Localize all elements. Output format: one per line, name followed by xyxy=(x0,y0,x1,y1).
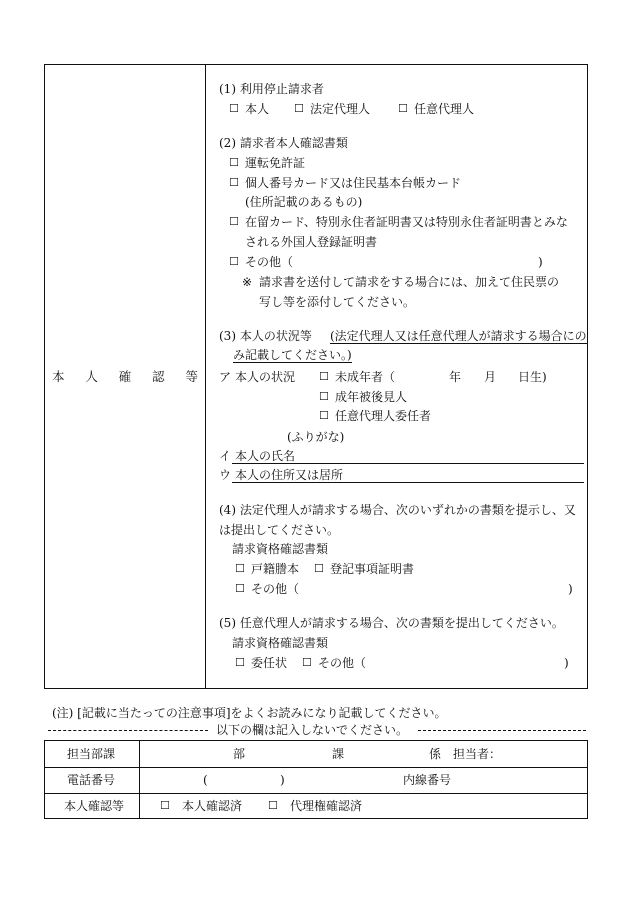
section4-sub: 請求資格確認書類 xyxy=(232,542,329,556)
checkbox-icon[interactable]: ☐ xyxy=(294,102,304,115)
dept-label: 担当部課 xyxy=(67,747,116,761)
table-top-border xyxy=(44,64,588,65)
note-line2: 写し等を添付してください。 xyxy=(259,295,416,309)
furigana-label: (ふりがな) xyxy=(287,430,345,444)
s5-other-close: ) xyxy=(564,656,569,670)
option-legal-agent: 法定代理人 xyxy=(310,102,371,116)
phone-label: 電話番号 xyxy=(67,773,116,787)
dept-bu: 部 xyxy=(233,747,246,761)
checkbox-icon[interactable]: ☐ xyxy=(319,370,329,383)
phone-paren-open: ( xyxy=(203,773,208,787)
dept-kakari: 係 xyxy=(429,747,442,761)
address-underline[interactable] xyxy=(232,482,584,483)
office-table-left xyxy=(44,740,45,819)
office-table-row2 xyxy=(44,793,588,794)
office-table-top xyxy=(44,740,588,741)
doc-mynumber-note: (住所記載のあるもの) xyxy=(245,195,363,209)
table-right-border xyxy=(587,64,588,689)
s5-other-label: その他（ xyxy=(318,656,367,670)
section5-sub: 請求資格確認書類 xyxy=(232,636,329,650)
option-voluntary-agent: 任意代理人 xyxy=(414,102,475,116)
doc-mynumber-card: 個人番号カード又は住民基本台帳カード xyxy=(245,176,462,190)
extension-label: 内線番号 xyxy=(403,773,452,787)
checkbox-icon[interactable]: ☐ xyxy=(229,156,239,169)
section4-line2: は提出してください。 xyxy=(219,523,340,537)
identity-confirmation-label: 本 人 確 認 等 xyxy=(52,369,198,384)
checkbox-icon[interactable]: ☐ xyxy=(319,390,329,403)
checkbox-icon[interactable]: ☐ xyxy=(235,582,245,595)
section4-line1: (4) 法定代理人が請求する場合、次のいずれかの書類を提示し、又 xyxy=(219,503,576,517)
item-a-text: 本人の状況 xyxy=(235,370,296,384)
address-label: 本人の住所又は居所 xyxy=(235,468,344,482)
section2-title: (2) 請求者本人確認書類 xyxy=(219,136,348,150)
checkbox-icon[interactable]: ☐ xyxy=(229,176,239,189)
year-label: 年 xyxy=(449,370,462,384)
agency-confirmed-label: 代理権確認済 xyxy=(290,799,363,813)
identity-check-label: 本人確認等 xyxy=(64,799,125,813)
delegator-label: 任意代理人委任者 xyxy=(335,409,432,423)
office-table-bottom xyxy=(44,818,588,819)
doc-other: その他（ xyxy=(245,255,294,269)
option-self: 本人 xyxy=(245,102,270,116)
name-underline[interactable] xyxy=(232,463,584,464)
notice-text: (注) [記載に当たっての注意事項]をよくお読みになり記載してください。 xyxy=(52,706,447,720)
office-table-row1 xyxy=(44,767,588,768)
table-bottom-border xyxy=(44,688,588,689)
adult-guardian-label: 成年被後見人 xyxy=(335,390,408,404)
phone-paren-close: ) xyxy=(280,773,285,787)
s4-other-label: その他（ xyxy=(251,582,300,596)
checkbox-icon[interactable]: ☐ xyxy=(268,799,278,812)
divider-dashes-right xyxy=(418,730,586,731)
office-table-divider xyxy=(139,740,140,819)
item-a-label: ア xyxy=(219,370,232,384)
note-line1: 請求書を送付して請求をする場合には、加えて住民票の xyxy=(259,275,560,289)
doc-drivers-license: 運転免許証 xyxy=(245,156,306,170)
checkbox-icon[interactable]: ☐ xyxy=(229,215,239,228)
checkbox-icon[interactable]: ☐ xyxy=(319,409,329,422)
checkbox-icon[interactable]: ☐ xyxy=(398,102,408,115)
note-mark: ※ xyxy=(242,275,253,289)
checkbox-icon[interactable]: ☐ xyxy=(229,102,239,115)
checkbox-icon[interactable]: ☐ xyxy=(229,255,239,268)
doc-residence-card: 在留カード、特別永住者証明書又は特別永住者証明書とみな xyxy=(245,215,568,229)
koseki-label: 戸籍謄本 xyxy=(251,562,300,576)
power-of-attorney-label: 委任状 xyxy=(251,656,288,670)
doc-residence-card-cont: される外国人登録証明書 xyxy=(245,235,378,249)
section5-line1: (5) 任意代理人が請求する場合、次の書類を提出してください。 xyxy=(219,616,564,630)
table-left-border xyxy=(44,64,45,689)
day-label: 日生) xyxy=(518,370,547,384)
section3-note-line1: (法定代理人又は任意代理人が請求する場合にの xyxy=(330,329,587,343)
checkbox-icon[interactable]: ☐ xyxy=(235,656,245,669)
checkbox-icon[interactable]: ☐ xyxy=(302,656,312,669)
section3-title: (3) 本人の状況等 xyxy=(219,329,312,343)
divider-text: 以下の欄は記入しないでください。 xyxy=(216,723,409,737)
checkbox-icon[interactable]: ☐ xyxy=(160,799,170,812)
name-label: 本人の氏名 xyxy=(235,449,296,463)
doc-other-close: ) xyxy=(538,255,543,269)
office-table-right xyxy=(587,740,588,819)
month-label: 月 xyxy=(484,370,497,384)
section1-title: (1) 利用停止請求者 xyxy=(219,82,324,96)
divider-dashes-left xyxy=(48,730,208,731)
staff-label: 担当者： xyxy=(453,747,502,761)
item-i-label: イ xyxy=(219,449,232,463)
minor-label: 未成年者（ xyxy=(335,370,396,384)
checkbox-icon[interactable]: ☐ xyxy=(314,562,324,575)
table-divider xyxy=(205,64,206,689)
registry-cert-label: 登記事項証明書 xyxy=(330,562,415,576)
section3-note-line2: み記載してください。) xyxy=(233,348,352,362)
s4-other-close: ) xyxy=(568,582,573,596)
dept-ka: 課 xyxy=(332,747,345,761)
item-u-label: ウ xyxy=(219,468,232,482)
identity-confirmed-label: 本人確認済 xyxy=(182,799,243,813)
checkbox-icon[interactable]: ☐ xyxy=(235,562,245,575)
